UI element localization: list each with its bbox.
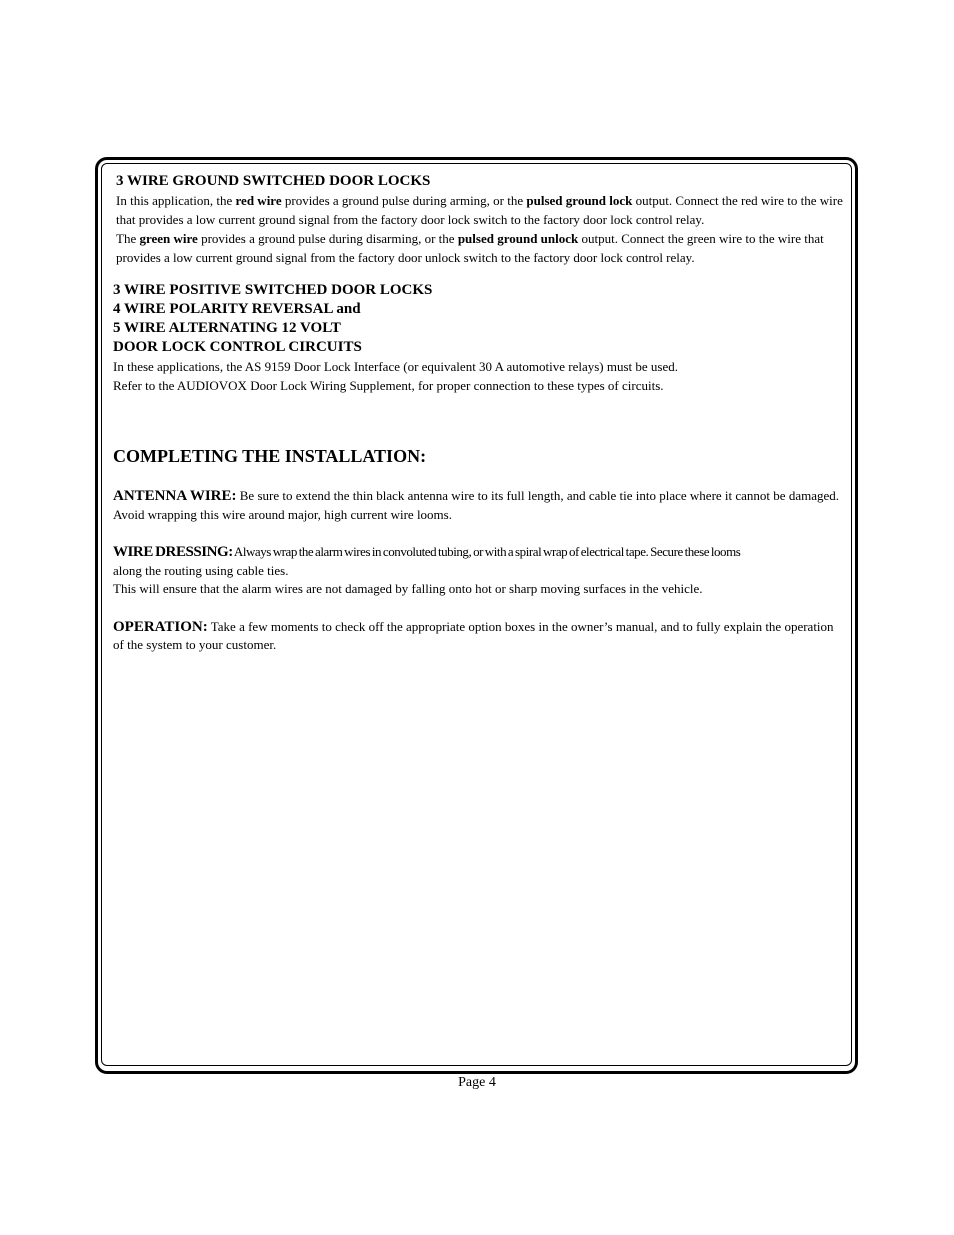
antenna-wire-paragraph: ANTENNA WIRE: Be sure to extend the thin black antenna wire to its full length, and cable tie into place where it cannot be damaged. Avoid wrapping this wire around major, high current wire looms. — [113, 488, 839, 522]
section-heading: 3 WIRE GROUND SWITCHED DOOR LOCKS — [116, 173, 431, 189]
section-heading: 5 WIRE ALTERNATING 12 VOLT — [113, 320, 341, 336]
section-3-wire-ground — [113, 172, 847, 267]
wire-dressing-paragraph: WIRE DRESSING: Always wrap the alarm wires in convoluted tubing, or with a spiral wrap of electrical tape. Secure these looms along the routing using cable ties. This will ensure that the alarm wires are not damaged by falling onto hot or sharp moving surfaces in the vehicle. — [113, 544, 741, 596]
wire-dressing-first-line: WIRE DRESSING: Always wrap the alarm wires in convoluted tubing, or with a spiral wrap of electrical tape. Secure these looms — [113, 544, 741, 560]
operation-paragraph: OPERATION: Take a few moments to check off the appropriate option boxes in the owner’s manual, and to fully explain the operation of the system to your customer. — [113, 618, 834, 652]
section-heading: DOOR LOCK CONTROL CIRCUITS — [113, 339, 362, 355]
page-content — [113, 172, 847, 655]
page-number: Page 4 — [458, 1075, 496, 1090]
section-line: In these applications, the AS 9159 Door Lock Interface (or equivalent 30 A automotive relays) must be used. — [113, 359, 678, 374]
section-heading: 3 WIRE POSITIVE SWITCHED DOOR LOCKS — [113, 282, 433, 298]
red-wire-term: red wire — [235, 193, 282, 208]
green-wire-term: green wire — [139, 231, 198, 246]
section-line: Refer to the AUDIOVOX Door Lock Wiring Supplement, for proper connection to these types of circuits. — [113, 378, 664, 393]
completing-installation-heading: COMPLETING THE INSTALLATION: — [113, 446, 427, 466]
section-paragraph-red-wire: In this application, the red wire provides a ground pulse during arming, or the pulsed ground lock output. Connect the red wire to the wire that provides a low current ground signal from the factory door lock switch to the factory door lock control relay. — [116, 193, 843, 227]
pulsed-ground-unlock-term: pulsed ground unlock — [457, 231, 579, 246]
pulsed-ground-lock-term: pulsed ground lock — [526, 193, 633, 208]
wire-dressing-label: WIRE DRESSING: — [113, 544, 233, 560]
antenna-wire-label: ANTENNA WIRE: — [113, 488, 237, 504]
section-paragraph-green-wire: The green wire provides a ground pulse during disarming, or the pulsed ground unlock output. Connect the green wire to the wire that provides a low current ground signal from the factory door unlock switch to the factory door lock control relay. — [116, 231, 824, 265]
operation-label: OPERATION: — [113, 618, 208, 635]
section-other-circuits — [113, 281, 847, 395]
section-heading: 4 WIRE POLARITY REVERSAL and — [113, 301, 361, 317]
